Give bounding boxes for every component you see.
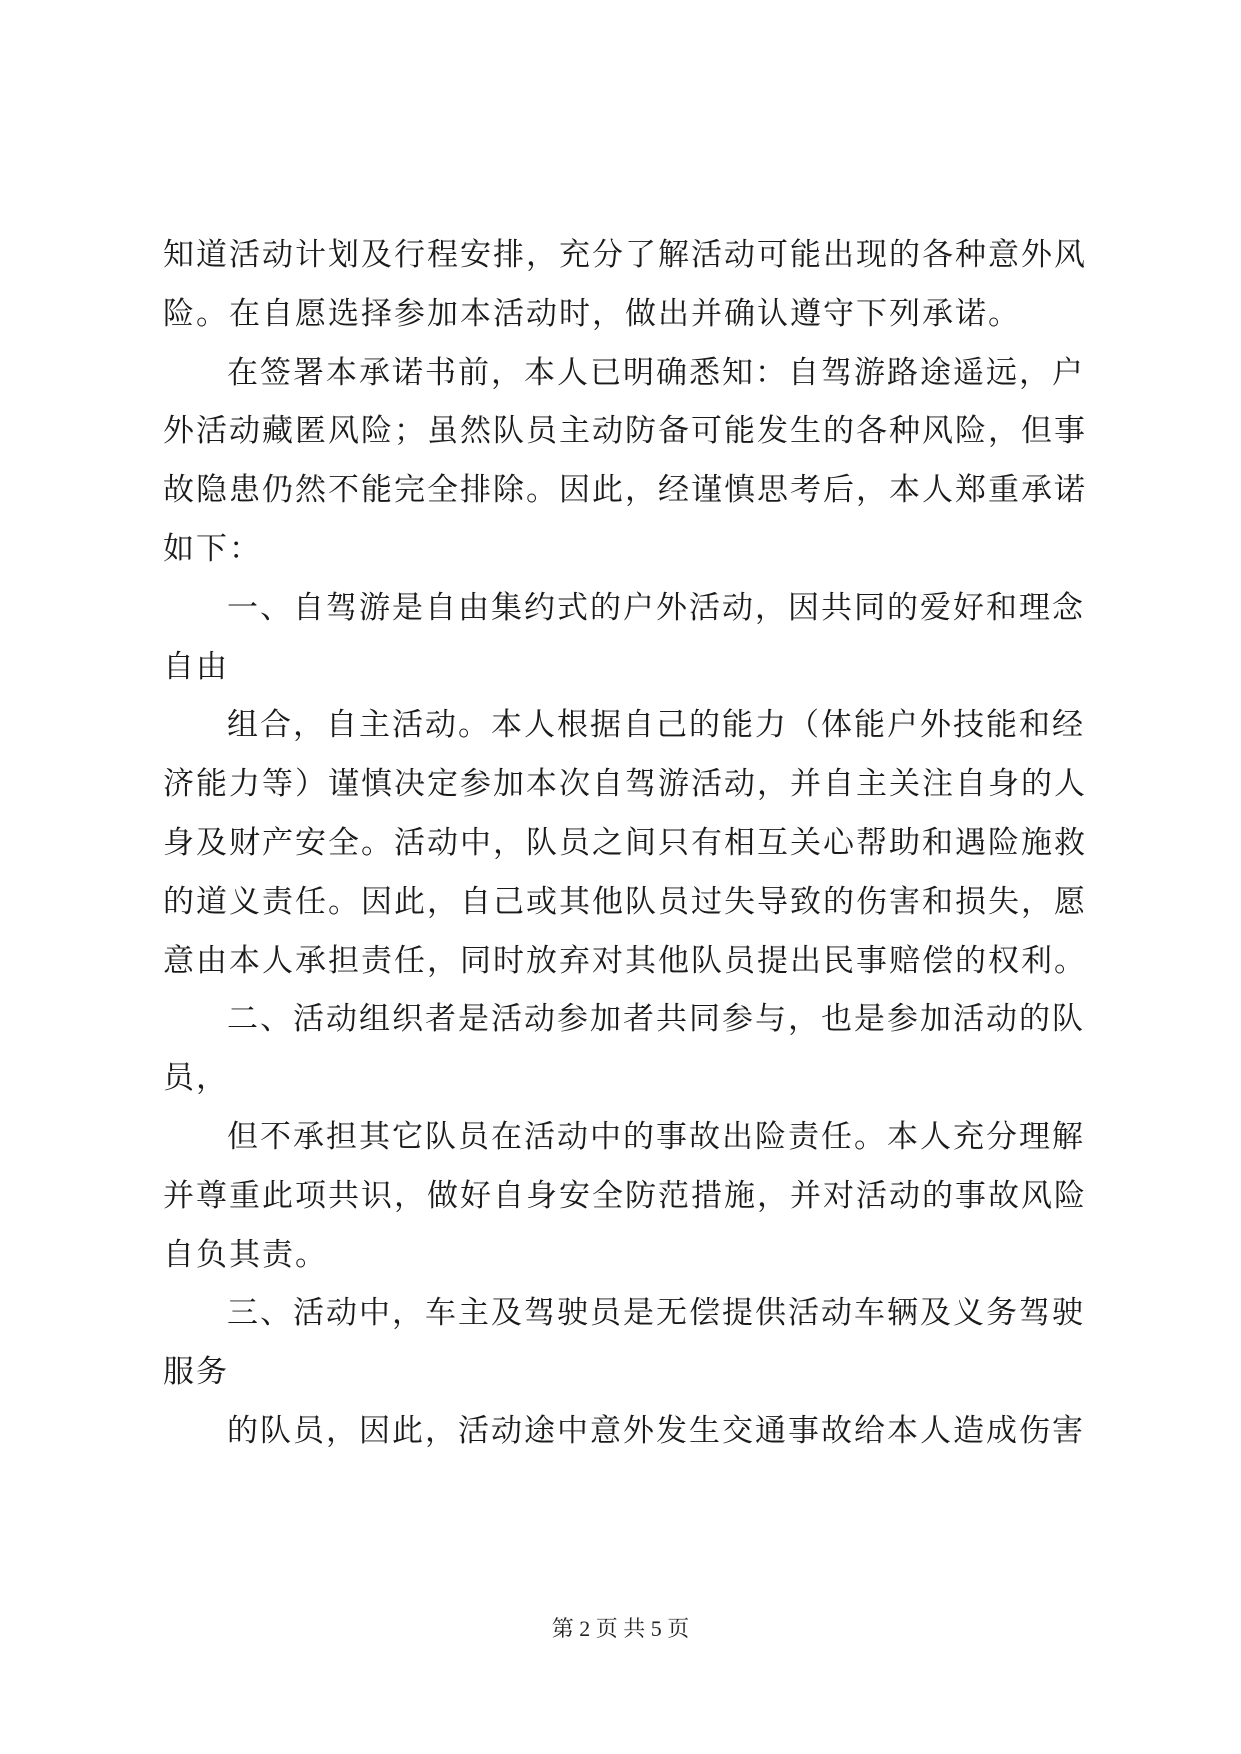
- text-line: 身及财产安全。活动中，队员之间只有相互关心帮助和遇险施救: [163, 824, 1087, 861]
- text-line: 的道义责任。因此，自己或其他队员过失导致的伤害和损失，愿: [163, 883, 1087, 920]
- text-line: 的队员，因此，活动途中意外发生交通事故给本人造成伤害: [227, 1412, 1085, 1449]
- document-body: [163, 226, 1087, 1461]
- text-line: 自负其责。: [163, 1236, 328, 1273]
- text-line: 故隐患仍然不能完全排除。因此，经谨慎思考后，本人郑重承诺: [163, 472, 1087, 509]
- text-line: 知道活动计划及行程安排，充分了解活动可能出现的各种意外风: [163, 237, 1087, 273]
- text-line: 三、活动中，车主及驾驶员是无偿提供活动车辆及义务驾驶: [227, 1295, 1085, 1332]
- text-line: 但不承担其它队员在活动中的事故出险责任。本人充分理解: [227, 1118, 1085, 1155]
- text-line: 如下：: [163, 530, 262, 567]
- text-line: 济能力等）谨慎决定参加本次自驾游活动，并自主关注自身的人: [163, 766, 1087, 803]
- text-line: 服务: [163, 1354, 229, 1391]
- page-number-footer: 第 2 页 共 5 页: [551, 1616, 690, 1641]
- text-line: 自由: [163, 648, 229, 685]
- text-line: 在签署本承诺书前，本人已明确悉知：自驾游路途遥远，户: [227, 354, 1085, 391]
- text-line: 员，: [163, 1060, 229, 1097]
- text-line: 一、自驾游是自由集约式的户外活动，因共同的爱好和理念: [227, 589, 1085, 626]
- text-line: 险。在自愿选择参加本活动时，做出并确认遵守下列承诺。: [163, 295, 1021, 332]
- text-line: 二、活动组织者是活动参加者共同参与，也是参加活动的队: [227, 1001, 1085, 1038]
- text-line: 组合，自主活动。本人根据自己的能力（体能户外技能和经: [227, 707, 1085, 744]
- text-line: 外活动藏匿风险；虽然队员主动防备可能发生的各种风险，但事: [163, 413, 1087, 450]
- text-line: 并尊重此项共识，做好自身安全防范措施，并对活动的事故风险: [163, 1177, 1087, 1214]
- text-line: 意由本人承担责任，同时放弃对其他队员提出民事赔偿的权利。: [163, 942, 1087, 979]
